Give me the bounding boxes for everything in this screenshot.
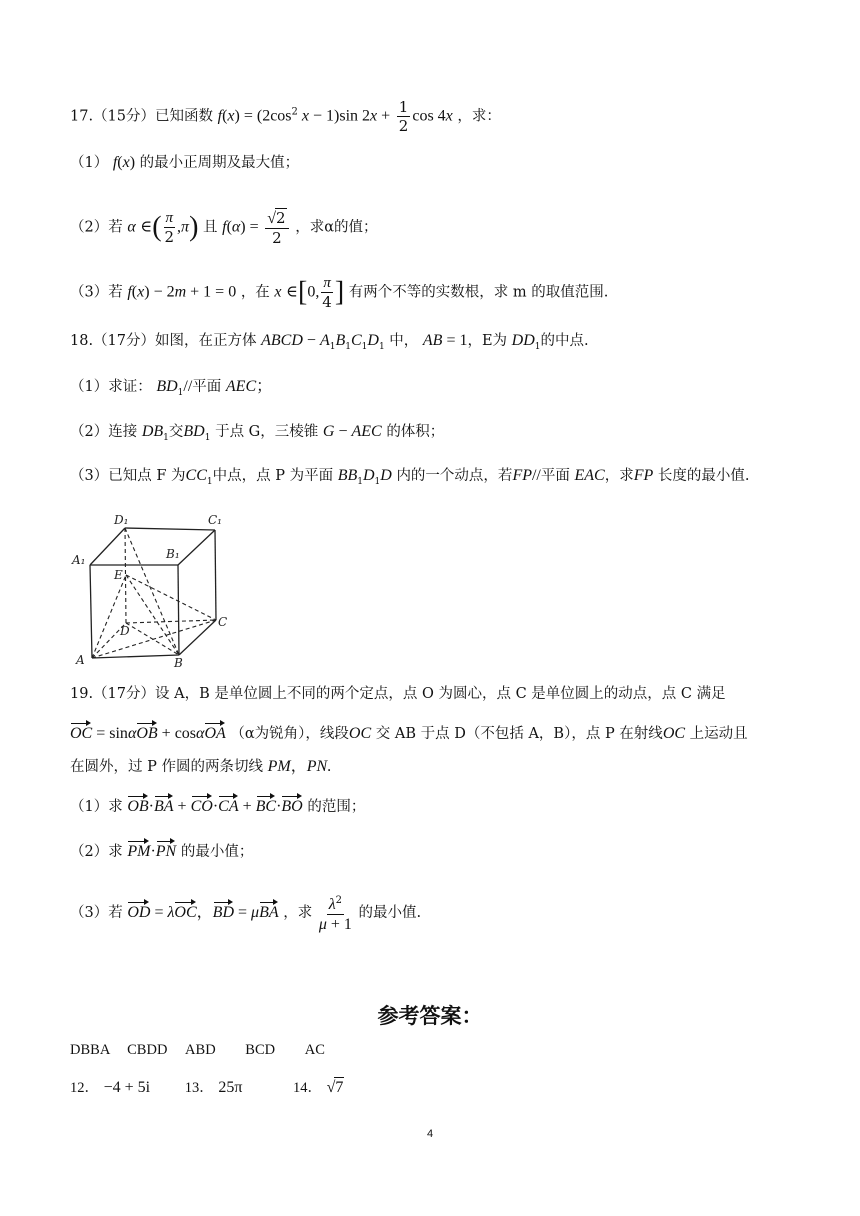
label-d: D xyxy=(120,624,130,638)
q14-value: 7 xyxy=(335,1079,344,1096)
q17-p3-label: （3）若 xyxy=(70,284,123,301)
label-d1: D₁ xyxy=(114,513,129,527)
q19-line1-text: 19.（17分）设 A，B 是单位圆上不同的两个定点，点 O 为圆心，点 C 是单位圆上的动点，点 C 满足 xyxy=(70,686,726,702)
page-number: 4 xyxy=(426,1128,434,1140)
q18-p2: （2）连接 xyxy=(70,424,138,440)
q17-p3-mid: ，在 xyxy=(240,284,270,301)
q18-header: 18.（17分）如图，在正方体 xyxy=(70,333,257,349)
q19-line1 xyxy=(70,684,726,704)
q17-p3-tail: 有两个不等的实数根，求 m 的取值范围. xyxy=(348,284,609,301)
q17-p1-text: 的最小正周期及最大值； xyxy=(139,155,300,171)
q19-p3-tail: 的最小值. xyxy=(358,905,422,921)
q17-part2: （2）若 α ∈( $\frac{\pi}{2}$ ,π) 且 f(α) = $\frac{√2}{2}$ ，求α的值； xyxy=(70,209,378,247)
q17-p2-label: （2）若 xyxy=(70,219,123,236)
answer-title: 参考答案： xyxy=(377,1004,483,1028)
q19-part3: （3）若 OD = λOC，BD = μBA ，求 $\frac{\lambda^2}{\mu + 1}$ 的最小值. xyxy=(70,892,421,934)
q17-p1-label: （1） xyxy=(70,155,109,171)
q19-part2: （2）求 PM·PN 的最小值； xyxy=(70,840,253,862)
q19-p3-mid: ，求 xyxy=(283,905,313,921)
q18-p2-mid: 交 xyxy=(168,424,184,440)
q19-fraction: $\frac{\lambda^2}{\mu + 1}$ xyxy=(319,892,352,934)
q19-p2-tail: 的最小值； xyxy=(180,844,254,860)
q13-label: 13． xyxy=(184,1080,214,1096)
cube-figure xyxy=(70,510,240,670)
q12-label: 12． xyxy=(70,1080,99,1096)
q18-p3-end: 长度的最小值. xyxy=(657,468,750,484)
q18-p2-tail: 的体积； xyxy=(386,424,445,440)
label-a1: A₁ xyxy=(72,553,86,567)
label-b: B xyxy=(174,656,183,670)
q19-p1: （1）求 xyxy=(70,799,123,815)
q18-p1-tail: 平面 xyxy=(192,379,222,395)
mc-answers xyxy=(70,1040,325,1060)
q18-p1: （1）求证： xyxy=(70,379,152,395)
q18-stem: 18.（17分）如图，在正方体 ABCD − $A_1B_1C_1D_1$ 中， AB = 1，E为 $DD_1$的中点. xyxy=(70,332,589,352)
q19-p2: （2）求 xyxy=(70,844,123,860)
q19-part1: （1）求 OB·BA + CO·CA + BC·BO 的范围； xyxy=(70,795,365,817)
q19-line2-mid2: 交 AB 于点 D（不包括 A，B），点 P 在射线 xyxy=(375,726,663,742)
q18-p3-tail: ，求 xyxy=(604,468,634,484)
q18-part3: （3）已知点 F 为$CC_1$中点，点 P 为平面 $BB_1D_1D$ 内的一个动点，若FP//平面 EAC，求FP 长度的最小值. xyxy=(70,467,750,487)
mc-answer-3: ABD xyxy=(185,1042,216,1058)
label-b1: B₁ xyxy=(166,547,180,561)
mc-answer-2: CBDD xyxy=(127,1042,168,1058)
fill-answers: 12． −4 + 5i 13． 25π 14． √7 xyxy=(70,1079,344,1096)
mc-answer-5: AC xyxy=(304,1042,325,1058)
q17-p2-tail: ，求α的值； xyxy=(295,219,378,236)
q17-part3: （3）若 f(x) − 2m + 1 = 0 ，在 x ∈[0, $\frac{\pi}{4}$ ] 有两个不等的实数根，求 m 的取值范围. xyxy=(70,275,609,311)
q18-header-mid: 中， xyxy=(389,333,419,349)
q17-stem: 17.（15分）已知函数 $f(x) = (2\cos^2$ x − 1)sin 2x + $\frac{1}{2}$ cos 4x ，求： xyxy=(70,98,501,135)
q18-part2: （2）连接 $DB_1$交$BD_1$ 于点 G，三棱锥 G − AEC 的体积； xyxy=(70,423,445,443)
q17-part1: （1） f(x) 的最小正周期及最大值； xyxy=(70,154,300,171)
q13-value: 25π xyxy=(218,1079,243,1096)
q18-part1: （1）求证： $BD_1//$平面 AEC； xyxy=(70,378,273,398)
q19-line3-text: 在圆外，过 P 作圆的两条切线 xyxy=(70,759,263,775)
mc-answer-1: DBBA xyxy=(70,1042,110,1058)
q18-p2-mid2: 于点 G，三棱锥 xyxy=(215,424,319,440)
q12-value: −4 + 5i xyxy=(103,1079,151,1096)
q17-tail: ，求： xyxy=(457,108,501,125)
label-c: C xyxy=(218,615,228,629)
q19-line3: 在圆外，过 P 作圆的两条切线 PM，PN. xyxy=(70,758,332,775)
q18-header-e: ，E为 xyxy=(467,333,508,349)
q17-header: 17.（15分）已知函数 xyxy=(70,108,214,125)
q19-line2-mid: （α为锐角），线段 xyxy=(230,726,349,742)
q14-label: 14． xyxy=(293,1080,323,1096)
q17-p2-mid: 且 xyxy=(203,219,218,236)
q18-header-tail: 的中点. xyxy=(540,333,589,349)
q18-p3-mid: 中点，点 P 为平面 xyxy=(212,468,334,484)
q17-fraction: $\frac{1}{2}$ xyxy=(398,98,409,135)
q19-p3: （3）若 xyxy=(70,905,123,921)
q18-p3: （3）已知点 F 为 xyxy=(70,468,186,484)
label-c1: C₁ xyxy=(208,513,222,527)
mc-answer-4: BCD xyxy=(245,1042,276,1058)
q18-p3-mid3: 平面 xyxy=(540,468,570,484)
q19-p1-tail: 的范围； xyxy=(307,799,366,815)
q18-p3-mid2: 内的一个动点，若 xyxy=(396,468,513,484)
label-e: E xyxy=(114,568,123,582)
label-a: A xyxy=(76,653,85,667)
q19-line2: OC = sinαOB + cosαOA （α为锐角），线段OC 交 AB 于点 D（不包括 A，B），点 P 在射线OC 上运动且 xyxy=(70,722,748,744)
q19-line2-tail: 上运动且 xyxy=(689,726,748,742)
